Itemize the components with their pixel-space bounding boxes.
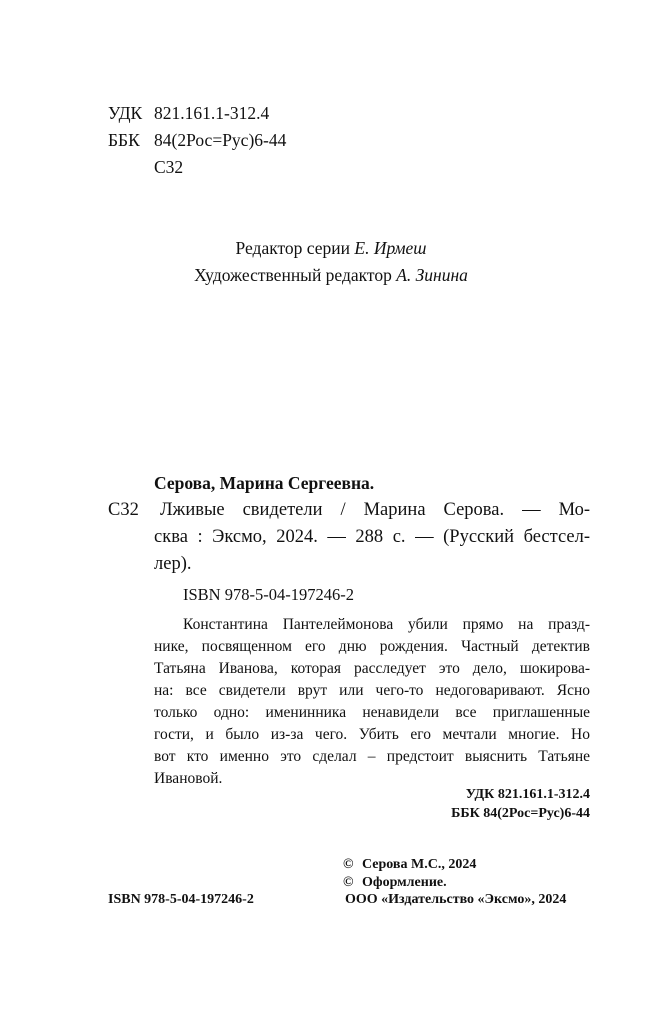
entry-isbn: ISBN 978-5-04-197246-2	[183, 585, 354, 604]
annotation-line	[154, 636, 590, 659]
annotation-text: только одно: именинника ненавидели все приглашенные	[154, 704, 590, 721]
annotation-text: на: все свидетели врут или чего-то недоговаривают. Ясно	[154, 682, 590, 699]
annotation-line	[183, 614, 590, 637]
entry-line-2	[154, 524, 590, 551]
annotation-line	[154, 658, 590, 681]
bbk-label: ББК	[108, 130, 140, 150]
copyright-symbol: ©	[343, 875, 354, 890]
publisher-copyright: ООО «Издательство «Эксмо», 2024	[345, 892, 567, 907]
footer-udk: УДК 821.161.1-312.4	[465, 787, 590, 802]
art-editor-name: А. Зинина	[396, 265, 468, 285]
series-editor-name: Е. Ирмеш	[354, 238, 427, 258]
entry-text: сква : Эксмо, 2024. — 288 с. — (Русский бестсел-	[154, 527, 590, 547]
copyright-design: Оформление.	[362, 875, 447, 890]
entry-line-3: лер).	[154, 554, 192, 574]
footer-bbk: ББК 84(2Рос=Рус)6-44	[451, 806, 590, 821]
udk-label: УДК	[108, 103, 143, 123]
bbk-value: 84(2Рос=Рус)6-44	[154, 130, 287, 150]
entry-text: Лживые свидетели / Марина Серова. — Мо-	[160, 500, 590, 520]
udk-value: 821.161.1-312.4	[154, 103, 270, 123]
annotation-line	[154, 724, 590, 747]
annotation-line	[154, 746, 590, 769]
art-editor-role: Художественный редактор	[194, 265, 392, 285]
annotation-text: нике, посвященном его дню рождения. Частный детектив	[154, 638, 590, 655]
annotation-text: гости, и было из-за чего. Убить его мечтали многие. Но	[154, 726, 590, 743]
annotation-line: Ивановой.	[154, 770, 223, 787]
author-mark: С32	[154, 157, 184, 177]
annotation-text: Константина Пантелеймонова убили прямо на празд-	[183, 616, 590, 633]
entry-mark: С32	[108, 500, 139, 520]
entry-line-1	[160, 497, 590, 524]
annotation-line	[154, 680, 590, 703]
entry-author: Серова, Марина Сергеевна.	[154, 473, 375, 493]
footer-isbn: ISBN 978-5-04-197246-2	[108, 892, 254, 907]
annotation-text: вот кто именно это сделал – предстоит выяснить Татьяне	[154, 748, 590, 765]
copyright-author: Серова М.С., 2024	[362, 857, 477, 872]
series-editor-line	[0, 238, 662, 259]
annotation-line	[154, 702, 590, 725]
annotation-text: Татьяна Иванова, которая расследует это дело, шокирова-	[154, 660, 590, 677]
copyright-symbol: ©	[343, 857, 354, 872]
series-editor-role: Редактор серии	[235, 238, 351, 258]
art-editor-line	[0, 265, 662, 286]
